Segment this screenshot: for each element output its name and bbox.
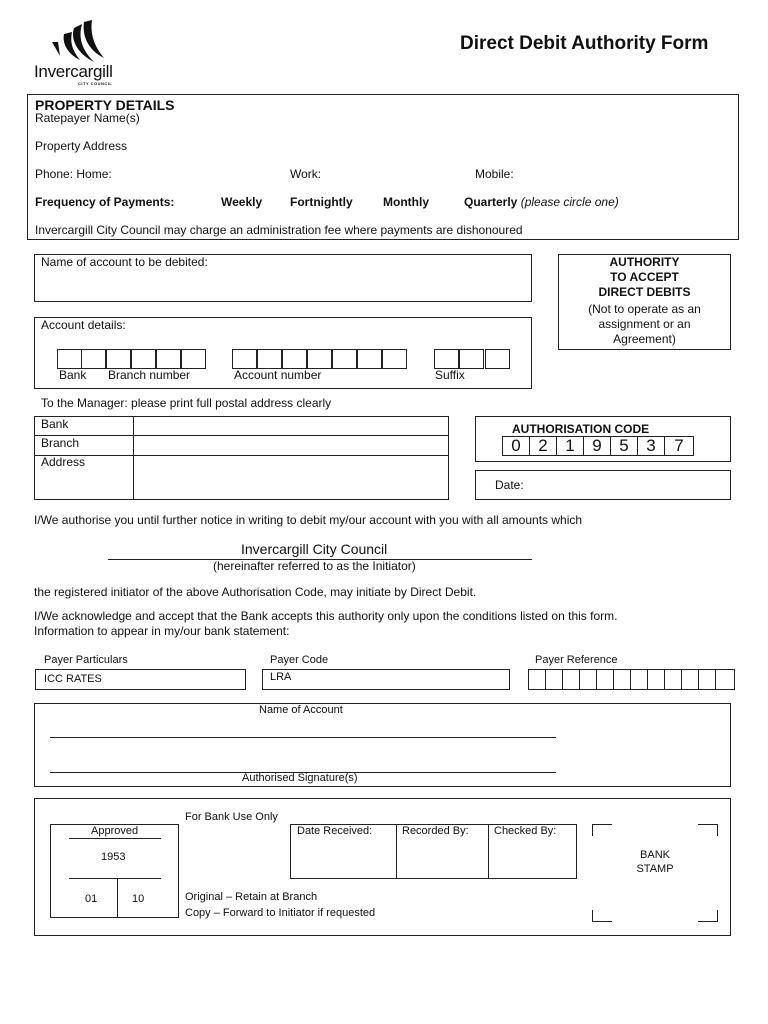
phone-home-label[interactable]: Phone: Home: — [35, 167, 112, 181]
property-address-label[interactable]: Property Address — [35, 139, 128, 153]
initiator-name: Invercargill City Council — [241, 541, 388, 557]
frequency-note: (please circle one) — [520, 195, 619, 209]
manager-address-label: Address — [41, 455, 86, 469]
digit-cell[interactable] — [156, 349, 181, 369]
form-title: Direct Debit Authority Form — [460, 33, 709, 54]
bank-stamp-line-1: BANK — [640, 849, 670, 861]
acknowledge-text-2: Information to appear in my/our bank statement: — [34, 624, 290, 638]
authority-line-5: assignment or an — [598, 317, 691, 331]
phone-work-label[interactable]: Work: — [290, 167, 322, 181]
property-details-section — [27, 94, 739, 240]
bank-label: Bank — [59, 368, 87, 382]
name-of-account-line[interactable] — [50, 737, 556, 738]
frequency-weekly[interactable]: Weekly — [221, 195, 263, 209]
bank-use-heading: For Bank Use Only — [185, 811, 278, 823]
authorise-text: I/We authorise you until further notice in writing to debit my/our account with you with all amounts which — [34, 513, 583, 527]
digit-cell[interactable] — [131, 349, 156, 369]
reference-cell[interactable] — [664, 669, 682, 690]
authorisation-code-digits — [502, 436, 694, 456]
reference-cell[interactable] — [528, 669, 546, 690]
date-box[interactable] — [475, 470, 731, 500]
suffix-label: Suffix — [435, 368, 465, 382]
recorded-by-label: Recorded By: — [402, 825, 469, 837]
authority-line-2: TO ACCEPT — [610, 270, 679, 284]
frequency-monthly[interactable]: Monthly — [383, 195, 429, 209]
digit-cell[interactable] — [57, 349, 82, 369]
approved-value-a: 01 — [85, 893, 98, 905]
logo-swoosh-icon — [48, 20, 118, 66]
name-of-account-label: Name of Account — [259, 704, 343, 716]
auth-code-digit: 1 — [556, 436, 584, 456]
digit-cell[interactable] — [485, 349, 510, 369]
reference-cell[interactable] — [698, 669, 716, 690]
digit-cell[interactable] — [181, 349, 206, 369]
payer-code-value: LRA — [270, 671, 292, 683]
digit-cell[interactable] — [106, 349, 131, 369]
initiator-note: (hereinafter referred to as the Initiator) — [213, 559, 416, 573]
approved-value-b: 10 — [132, 893, 145, 905]
payer-particulars-label: Payer Particulars — [44, 654, 128, 666]
account-details-box — [34, 317, 532, 389]
frequency-quarterly-group — [464, 195, 619, 209]
authorised-signature-label: Authorised Signature(s) — [242, 772, 358, 784]
reference-cell[interactable] — [562, 669, 580, 690]
authorisation-code-box — [475, 416, 731, 462]
frequency-quarterly[interactable]: Quarterly — [464, 195, 518, 209]
reference-cell[interactable] — [613, 669, 631, 690]
payer-particulars-value: ICC RATES — [44, 673, 102, 685]
digit-cell[interactable] — [434, 349, 459, 369]
digit-cell[interactable] — [357, 349, 382, 369]
frequency-label: Frequency of Payments: — [35, 195, 175, 209]
digit-cell[interactable] — [382, 349, 407, 369]
payer-particulars-input[interactable] — [35, 669, 246, 690]
logo-text: Invercargill — [34, 62, 113, 81]
acknowledge-text-1: I/We acknowledge and accept that the Bank accepts this authority only upon the conditions listed on this form. — [34, 609, 618, 623]
manager-bank-input[interactable] — [134, 417, 448, 435]
suffix-field[interactable] — [434, 349, 511, 369]
checked-by-label: Checked By: — [494, 825, 557, 837]
approved-label: Approved — [91, 825, 139, 837]
frequency-fortnightly[interactable]: Fortnightly — [290, 195, 353, 209]
bank-address-table — [34, 416, 449, 500]
digit-cell[interactable] — [307, 349, 332, 369]
manager-address-input[interactable] — [134, 456, 448, 499]
admin-fee-note: Invercargill City Council may charge an administration fee where payments are dishonoured — [35, 223, 523, 237]
digit-cell[interactable] — [232, 349, 257, 369]
reference-cell[interactable] — [596, 669, 614, 690]
approved-year: 1953 — [101, 851, 126, 863]
bank-stamp-line-2: STAMP — [636, 863, 674, 875]
bank-use-section — [34, 798, 731, 936]
approved-box — [50, 824, 179, 918]
property-heading: PROPERTY DETAILS — [35, 97, 175, 113]
auth-code-digit: 0 — [502, 436, 530, 456]
auth-code-digit: 2 — [529, 436, 557, 456]
reference-cell[interactable] — [579, 669, 597, 690]
authority-line-1: AUTHORITY — [609, 255, 680, 269]
registered-initiator-text: the registered initiator of the above Authorisation Code, may initiate by Direct Debit. — [34, 585, 477, 599]
payer-code-input[interactable] — [262, 669, 510, 690]
auth-code-digit: 3 — [637, 436, 665, 456]
ratepayer-label[interactable]: Ratepayer Name(s) — [35, 111, 140, 125]
manager-instruction: To the Manager: please print full postal address clearly — [41, 396, 332, 410]
account-name-label: Name of account to be debited: — [41, 255, 208, 269]
payer-code-label: Payer Code — [270, 654, 329, 666]
reference-cell[interactable] — [545, 669, 563, 690]
manager-branch-label: Branch — [41, 436, 80, 450]
reference-cell[interactable] — [630, 669, 648, 690]
manager-bank-label: Bank — [41, 417, 69, 431]
branch-number-label: Branch number — [108, 368, 191, 382]
authority-line-6: Agreement) — [613, 332, 676, 346]
phone-mobile-label[interactable]: Mobile: — [475, 167, 514, 181]
auth-code-digit: 9 — [583, 436, 611, 456]
bank-record-table — [290, 824, 577, 879]
signature-box — [34, 703, 731, 787]
account-number-label: Account number — [234, 368, 322, 382]
authority-line-4: (Not to operate as an — [588, 302, 701, 316]
authority-box — [558, 254, 731, 350]
bank-number-field[interactable] — [57, 349, 207, 369]
bank-stamp-area — [592, 824, 718, 922]
digit-cell[interactable] — [257, 349, 282, 369]
digit-cell[interactable] — [332, 349, 357, 369]
payer-reference-label: Payer Reference — [535, 654, 618, 666]
auth-code-digit: 7 — [664, 436, 694, 456]
authorisation-code-label: AUTHORISATION CODE — [512, 422, 650, 436]
reference-cell[interactable] — [647, 669, 665, 690]
account-number-field[interactable] — [232, 349, 410, 369]
date-label: Date: — [495, 478, 524, 492]
digit-cell[interactable] — [81, 349, 106, 369]
manager-branch-input[interactable] — [134, 436, 448, 455]
logo-subtext: CITY COUNCIL — [78, 81, 113, 86]
logo — [30, 20, 130, 88]
auth-code-digit: 5 — [610, 436, 638, 456]
authority-line-3: DIRECT DEBITS — [598, 285, 691, 299]
copy-note: Copy – Forward to Initiator if requested — [185, 907, 376, 919]
digit-cell[interactable] — [282, 349, 307, 369]
digit-cell[interactable] — [459, 349, 484, 369]
account-name-box[interactable] — [34, 254, 532, 302]
date-received-label: Date Received: — [297, 825, 373, 837]
payer-reference-field[interactable] — [528, 669, 735, 690]
account-details-label: Account details: — [41, 318, 126, 332]
original-note: Original – Retain at Branch — [185, 891, 318, 903]
reference-cell[interactable] — [715, 669, 735, 690]
reference-cell[interactable] — [681, 669, 699, 690]
